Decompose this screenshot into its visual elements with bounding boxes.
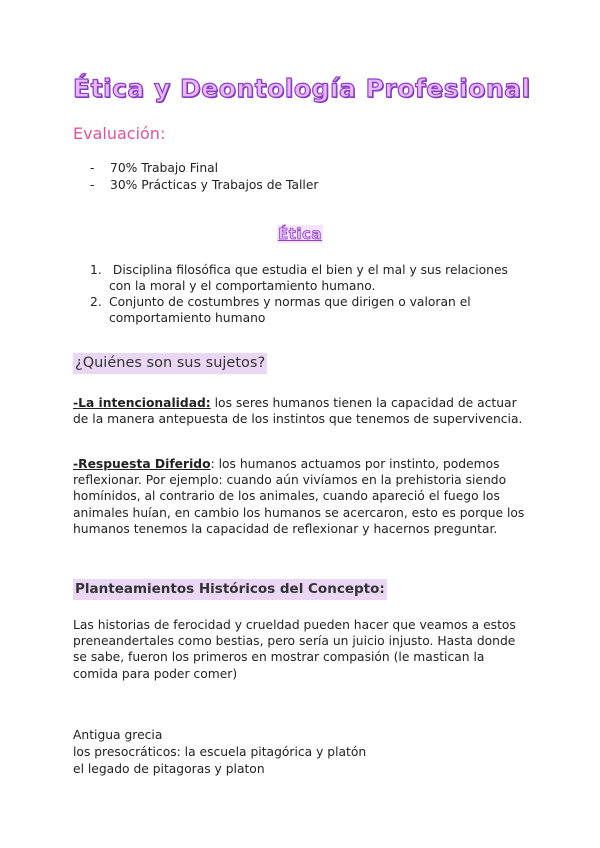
etica-heading — [0, 225, 600, 243]
intencionalidad-paragraph — [73, 395, 533, 427]
respuesta-diferido-text: : los humanos actuamos por instinto, podemos reflexionar. Por ejemplo: cuando aún vivíamos en la prehistoria siendo homínidos, al contrario de los animales, cuando apareció el fuego los animales huían, en cambio los humanos se acercaron, esto es porque los humanos tenemos la capacidad de reflexionar y hacernos preguntar. — [73, 457, 525, 536]
notes-block — [73, 727, 366, 778]
planteamientos-paragraph: Las historias de ferocidad y crueldad pueden hacer que veamos a estos preneandertales como bestias, pero sería un juicio injusto. Hasta donde se sabe, fueron los primeros en mostrar compasión (le mastican la comida para poder comer) — [73, 618, 516, 681]
list-item: - 30% Prácticas y Trabajos de Taller — [90, 177, 318, 194]
respuesta-diferido-term: -Respuesta Diferido — [73, 457, 211, 471]
note-line: Antigua grecia — [73, 728, 163, 742]
evaluacion-heading: Evaluación: — [73, 124, 166, 143]
sujetos-heading: ¿Quiénes son sus sujetos? — [73, 353, 267, 374]
note-line: los presocráticos: la escuela pitagórica y platón — [73, 745, 367, 759]
intencionalidad-text: los seres humanos tienen la capacidad de actuar de la manera antepuesta de los instintos que tenemos de supervivencia. — [73, 396, 523, 427]
list-item: - 70% Trabajo Final — [90, 160, 318, 177]
list-text: Disciplina filosófica que estudia el bien y el mal y sus relaciones con la moral y el comportamiento humano. — [109, 263, 512, 293]
page-title: Ética y Deontología Profesional — [73, 74, 531, 103]
planteamientos-heading: Planteamientos Históricos del Concepto: — [73, 579, 387, 600]
list-number: 2. — [90, 295, 102, 309]
list-item — [90, 294, 530, 326]
etica-heading-text: Ética — [277, 225, 323, 243]
intencionalidad-term: -La intencionalidad: — [73, 396, 211, 410]
evaluacion-list — [90, 160, 318, 193]
list-number: 1. — [90, 263, 102, 277]
etica-definitions-list — [90, 262, 530, 326]
note-line: el legado de pitagoras y platon — [73, 762, 265, 776]
list-item — [90, 262, 530, 294]
list-text: Conjunto de costumbres y normas que dirigen o valoran el comportamiento humano — [109, 295, 471, 325]
respuesta-diferido-paragraph — [73, 456, 533, 537]
